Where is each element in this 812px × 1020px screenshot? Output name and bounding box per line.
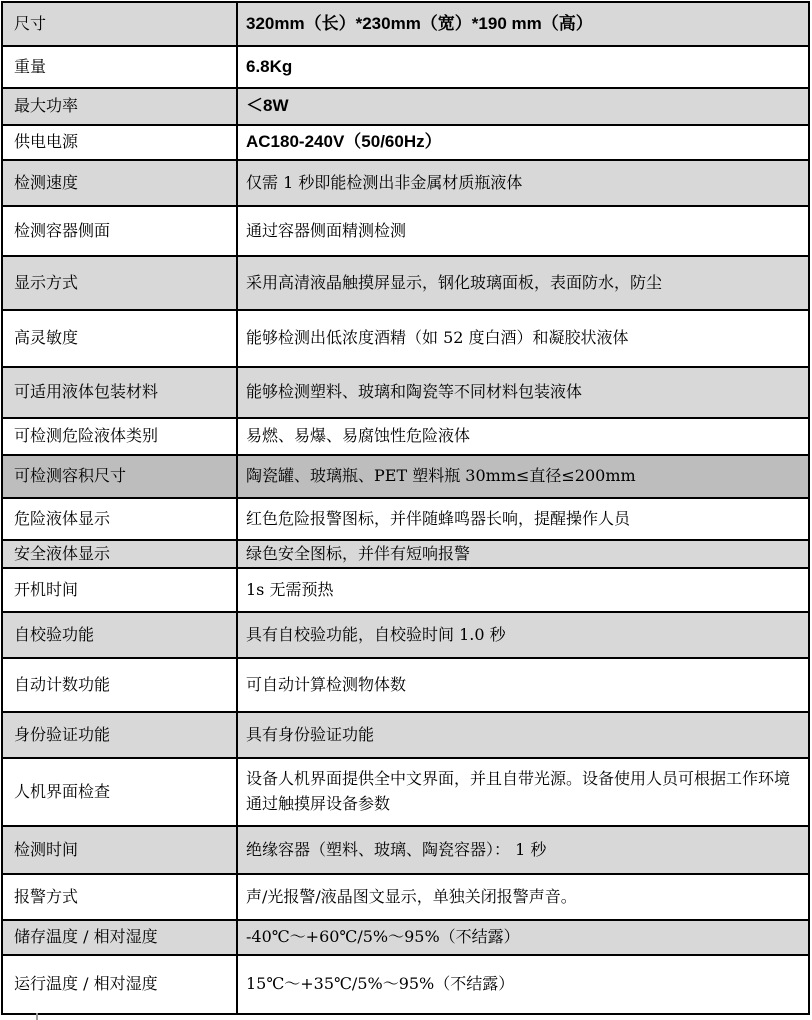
spec-row-power-supply	[3, 126, 808, 161]
spec-value: 通过容器侧面精测检测	[246, 220, 407, 240]
spec-row-dangerous-liquid-display	[3, 499, 808, 541]
spec-label: 可检测危险液体类别	[3, 419, 238, 454]
spec-value: 1s 无需预热	[246, 579, 334, 599]
spec-label: 检测速度	[3, 161, 238, 205]
page-edge-artifact	[36, 1013, 38, 1020]
spec-label: 报警方式	[3, 875, 238, 919]
spec-value: 6.8Kg	[246, 56, 293, 76]
spec-row-weight	[3, 47, 808, 89]
spec-label: 显示方式	[3, 257, 238, 309]
spec-label: 重量	[3, 47, 238, 87]
spec-row-self-calibration	[3, 613, 808, 659]
spec-row-container-side-detection	[3, 207, 808, 257]
spec-value: 声/光报警/液晶图文显示，单独关闭报警声音。	[246, 886, 577, 906]
spec-row-storage-temp-humidity	[3, 921, 808, 956]
spec-table	[1, 1, 810, 1015]
spec-value: 陶瓷罐、玻璃瓶、PET 塑料瓶 30mm≤直径≤200mm	[246, 466, 636, 486]
spec-row-detectable-container-size	[3, 456, 808, 499]
spec-value: 采用高清液晶触摸屏显示，钢化玻璃面板，表面防水，防尘	[246, 272, 663, 292]
spec-value: -40℃～+60℃/5%～95%（不结露）	[246, 927, 520, 947]
spec-value: 红色危险报警图标，并伴随蜂鸣器长响，提醒操作人员	[246, 508, 631, 528]
spec-label: 储存温度 / 相对湿度	[3, 921, 238, 954]
spec-value: ＜8W	[246, 96, 289, 116]
spec-label: 运行温度 / 相对湿度	[3, 956, 238, 1013]
spec-label: 尺寸	[3, 3, 238, 45]
spec-label: 可适用液体包装材料	[3, 368, 238, 417]
spec-label: 安全液体显示	[3, 541, 238, 567]
spec-row-boot-time	[3, 569, 808, 613]
spec-row-operating-temp-humidity	[3, 956, 808, 1013]
spec-label: 高灵敏度	[3, 311, 238, 366]
spec-value: 易燃、易爆、易腐蚀性危险液体	[246, 426, 471, 446]
spec-row-applicable-packaging-materials	[3, 368, 808, 419]
spec-value: AC180-240V（50/60Hz）	[246, 132, 442, 152]
spec-row-hmi-check	[3, 759, 808, 827]
spec-label: 检测容器侧面	[3, 207, 238, 255]
spec-row-detection-speed	[3, 161, 808, 207]
spec-row-detection-time	[3, 827, 808, 875]
spec-row-identity-verification	[3, 713, 808, 759]
spec-label: 开机时间	[3, 569, 238, 611]
spec-value: 可自动计算检测物体数	[246, 674, 407, 694]
spec-value: 绝缘容器（塑料、玻璃、陶瓷容器）： 1 秒	[246, 839, 547, 859]
spec-row-dimensions	[3, 3, 808, 47]
spec-label: 检测时间	[3, 827, 238, 873]
spec-row-sensitivity	[3, 311, 808, 368]
spec-value: 能够检测出低浓度酒精（如 52 度白酒）和凝胶状液体	[246, 328, 629, 348]
spec-label: 危险液体显示	[3, 499, 238, 539]
spec-value: 320mm（长）*230mm（宽）*190 mm（高）	[246, 13, 593, 33]
spec-label: 自校验功能	[3, 613, 238, 657]
spec-label: 自动计数功能	[3, 659, 238, 711]
spec-value: 设备人机界面提供全中文界面，并且自带光源。设备使用人员可根据工作环境通过触摸屏设备参数	[246, 769, 791, 813]
spec-label: 供电电源	[3, 126, 238, 159]
spec-value: 仅需 1 秒即能检测出非金属材质瓶液体	[246, 172, 523, 192]
spec-value: 能够检测塑料、玻璃和陶瓷等不同材料包装液体	[246, 382, 583, 402]
spec-row-auto-counting	[3, 659, 808, 713]
spec-row-display-mode	[3, 257, 808, 311]
spec-value: 具有身份验证功能	[246, 724, 375, 744]
spec-label: 身份验证功能	[3, 713, 238, 757]
spec-row-safe-liquid-display	[3, 541, 808, 569]
spec-value: 绿色安全图标，并伴有短响报警	[246, 543, 471, 563]
spec-value: 15℃～+35℃/5%～95%（不结露）	[246, 974, 515, 994]
spec-label: 最大功率	[3, 89, 238, 124]
spec-row-dangerous-liquid-types	[3, 419, 808, 456]
spec-value: 具有自校验功能，自校验时间 1.0 秒	[246, 624, 506, 644]
spec-row-alarm-mode	[3, 875, 808, 921]
spec-row-max-power	[3, 89, 808, 126]
spec-label: 人机界面检查	[3, 759, 238, 825]
spec-label: 可检测容积尺寸	[3, 456, 238, 497]
